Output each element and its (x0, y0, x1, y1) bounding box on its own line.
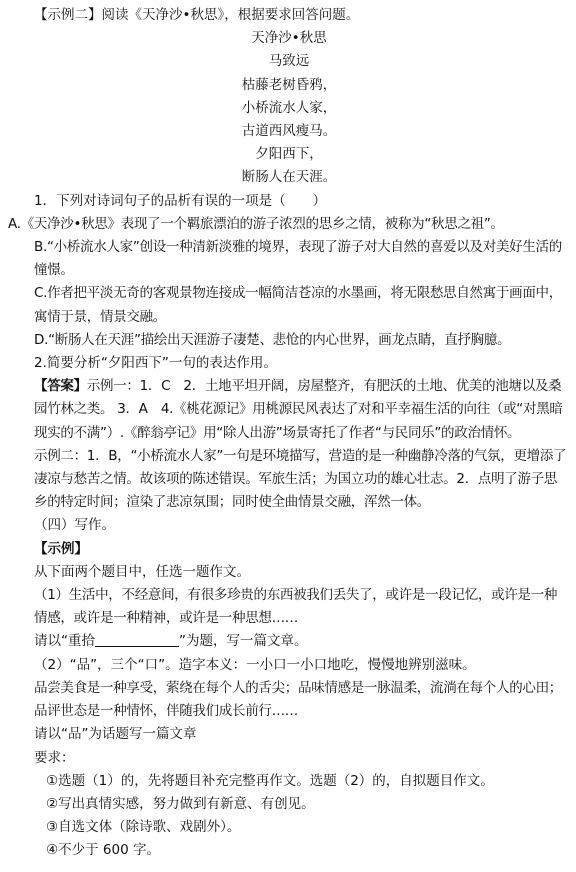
answer-part-1 (8, 375, 570, 445)
question-2-stem: 2.简要分析“夕阳西下”一句的表达作用。 (34, 355, 277, 372)
answer-example-one: 示例一：1．C 2．土地平坦开阔，房屋整齐，有肥沃的土地、优美的池塘以及桑园竹林之类。 3．A 4.《桃花源记》用桃源民风表达了对和平幸福生活的向往（或“对黑暗现实的不满”）.《醉翁亭记》用“除人出游”场景寄托了作者“与民同乐”的政治情怀。 (34, 378, 563, 441)
question-1-option-a: A.《天净沙•秋思》表现了一个羁旅漂泊的游子浓烈的思乡之情，被称为“秋思之祖”。 (8, 215, 504, 232)
writing-topic-2-prompt: 请以“品”为话题写一篇文章 (34, 726, 197, 743)
writing-topic-1-prompt (8, 630, 570, 653)
title-blank (95, 632, 179, 647)
question-1-option-b: B.“小桥流水人家”创设一种清新淡雅的境界，表现了游子对大自然的喜爱以及对美好生活的憧憬。 (34, 239, 562, 279)
answer-label: 【答案】 (34, 378, 87, 395)
poem-author: 马致远 (268, 53, 310, 70)
poem-title: 天净沙•秋思 (251, 30, 327, 47)
writing-instruction: 从下面两个题目中，任选一题作文。 (34, 563, 250, 580)
poem (8, 27, 570, 189)
question-1-option-c: C.作者把平淡无奇的客观景物连接成一幅简洁苍凉的水墨画，将无限愁思自然寓于画面中，寓情于景，情景交融。 (34, 285, 562, 325)
question-1-stem: 1．下列对诗词句子的品析有误的一项是（ ） (34, 192, 327, 209)
requirement-item: ②写出真情实感，努力做到有新意、有创见。 (46, 795, 315, 812)
poem-line: 小桥流水人家， (241, 99, 337, 116)
example-two-intro (8, 4, 570, 27)
writing-topic-2-body: 品尝美食是一种享受，萦绕在每个人的舌尖；品味情感是一脉温柔，流淌在每个人的心田；品评世态是一种情怀，伴随我们成长前行…… (34, 679, 562, 720)
poem-line: 古道西风瘦马。 (241, 123, 337, 140)
document-content (8, 4, 570, 863)
writing-topic-2: （2）“品”，三个“口”。造字本义：一小口一小口地吃，慢慢地辨别滋味。 (34, 656, 476, 673)
requirements-label: 要求： (34, 749, 75, 766)
writing-topic-1: （1）生活中，不经意间，有很多珍贵的东西被我们丢失了，或许是一段记忆，或许是一种情感，或许是一种精神，或许是一种思想…… (34, 587, 558, 627)
poem-line: 枯藤老树昏鸦， (241, 76, 337, 93)
example-two-label: 【示例二】 (34, 7, 102, 23)
section-title: （四）写作。 (34, 517, 115, 534)
example-two-instruction: 阅读《天净沙•秋思》，根据要求回答问题。 (101, 7, 360, 23)
poem-line: 夕阳西下， (255, 146, 323, 163)
answer-part-2: 示例二：1．B，“小桥流水人家”一句是环境描写，营造的是一种幽静冷落的气氛，更增添了凄凉与愁苦之情。故该项的陈述错误。军旅生活；为国立功的雄心壮志。2．点明了游子思乡的特定时间；渲染了悲凉氛围；同时使全曲情景交融，浑然一体。 (34, 447, 567, 511)
topic-1-prompt-end: ”为题，写一篇文章。 (179, 633, 308, 650)
requirement-item: ④不少于 600 字。 (46, 842, 160, 859)
example-label: 【示例】 (34, 540, 88, 557)
question-1-option-d: D.“断肠人在天涯”描绘出天涯游子凄楚、悲怆的内心世界，画龙点睛，直抒胸臆。 (34, 331, 511, 348)
requirement-item: ①选题（1）的，先将题目补充完整再作文。选题（2）的，自拟题目作文。 (46, 772, 494, 789)
requirement-item: ③自选文体（除诗歌、戏剧外）。 (46, 819, 241, 836)
topic-1-prompt-start: 请以“重拾 (34, 633, 95, 650)
poem-line: 断肠人在天涯。 (241, 169, 337, 186)
